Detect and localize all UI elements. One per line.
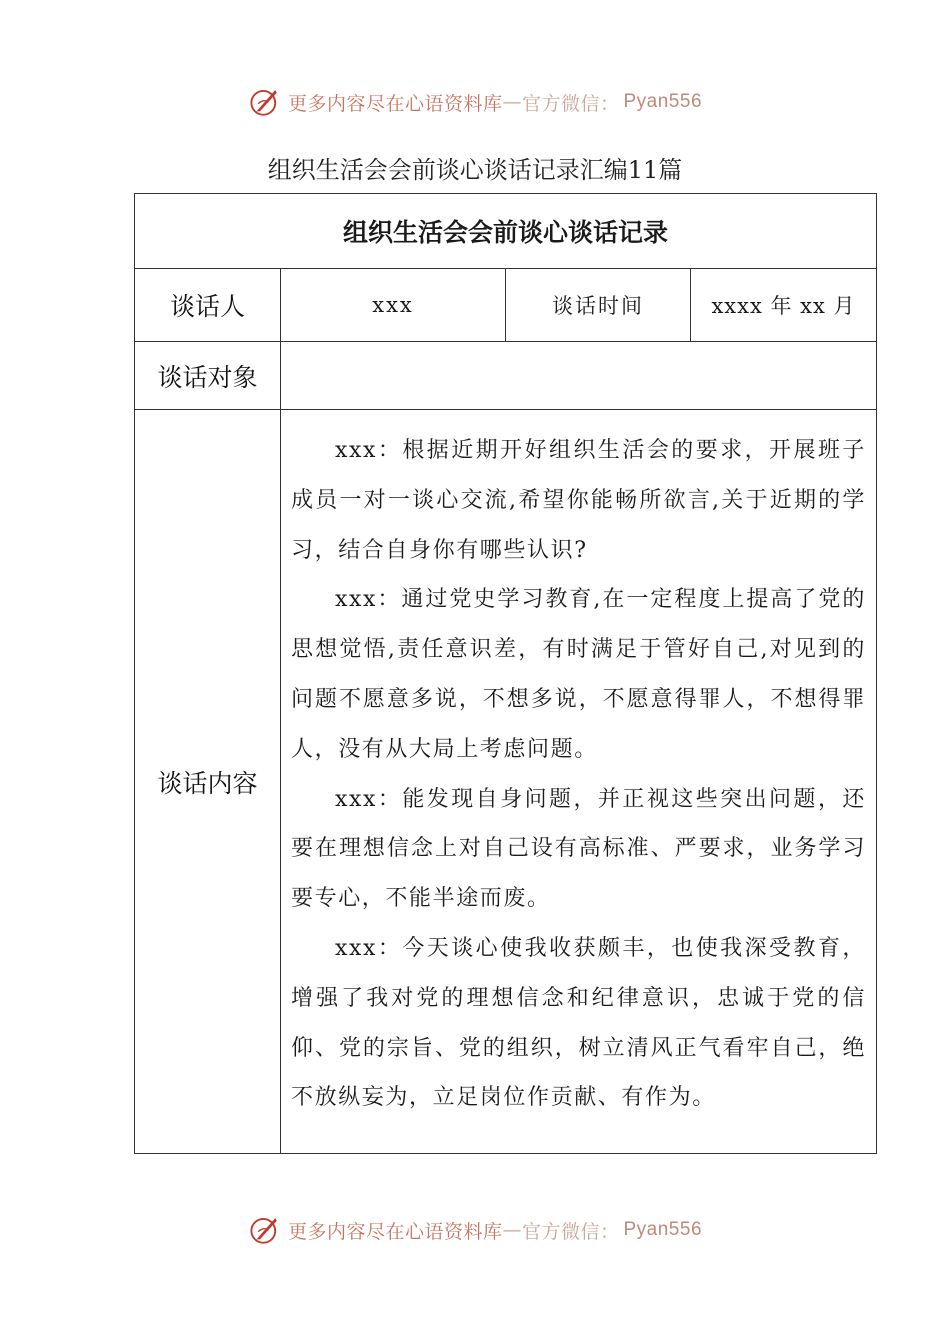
content-body: [281, 410, 877, 1154]
table-header: 组织生活会会前谈心谈话记录: [135, 194, 877, 269]
speaker-label: 谈话人: [135, 269, 281, 342]
content-paragraph: xxx：能发现自身问题，并正视这些突出问题，还要在理想信念上对自己设有高标准、严要求，业务学习要专心，不能半途而废。: [291, 786, 867, 912]
banner-sub-text: 官方微信：: [521, 92, 620, 115]
content-paragraph: xxx：今天谈心使我收获颇丰，也使我深受教育，增强了我对党的理想信念和纪律意识，忠诚于党的信仰、党的宗旨、党的组织，树立清风正气看牢自己，绝不放纵妄为，立足岗位作贡献、有作为。: [291, 935, 867, 1111]
watermark-banner-bottom: [0, 1210, 950, 1250]
speaker-value: xxx: [281, 269, 506, 342]
target-label: 谈话对象: [135, 342, 281, 410]
banner-wechat-id: Pyan556: [623, 91, 703, 112]
watermark-banner-top: [0, 82, 950, 122]
banner-dash: —: [502, 91, 522, 113]
document-title: 组织生活会会前谈心谈话记录汇编11篇: [267, 156, 683, 184]
content-paragraph: xxx：根据近期开好组织生活会的要求，开展班子成员一对一谈心交流,希望你能畅所欲言,关于近期的学习，结合自身你有哪些认识?: [291, 438, 867, 563]
time-value: xxxx 年 xx 月: [691, 269, 877, 342]
content-paragraph: xxx：通过党史学习教育,在一定程度上提高了党的思想觉悟,责任意识差，有时满足于管好自己,对见到的问题不愿意多说，不想多说，不愿意得罪人，不想得罪人，没有从大局上考虑问题。: [291, 587, 867, 762]
quill-logo-icon: [248, 85, 282, 119]
content-label: 谈话内容: [135, 410, 281, 1154]
quill-logo-icon: [248, 1213, 282, 1247]
time-label: 谈话时间: [506, 269, 691, 342]
banner-dash: —: [502, 1219, 522, 1241]
banner-wechat-id: Pyan556: [623, 1219, 703, 1240]
banner-main-text: 更多内容尽在心语资料库: [287, 1220, 503, 1243]
banner-main-text: 更多内容尽在心语资料库: [287, 92, 503, 115]
banner-sub-text: 官方微信：: [521, 1220, 620, 1243]
target-value: [281, 342, 877, 410]
talk-record-table: [134, 193, 877, 1154]
